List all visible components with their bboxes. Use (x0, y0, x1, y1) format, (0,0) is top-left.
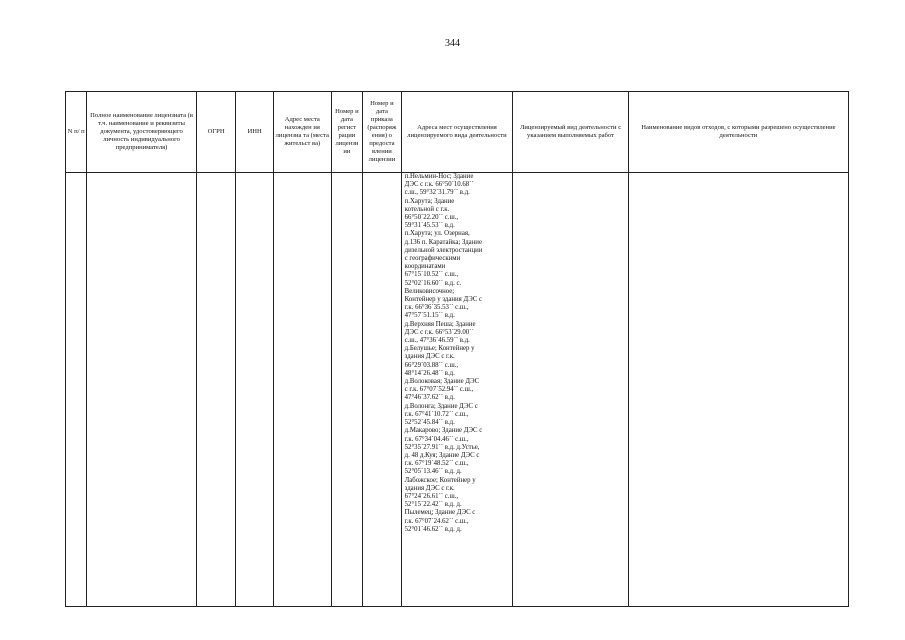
activity-addresses-text (402, 173, 513, 606)
cell-licensee-name (87, 173, 197, 607)
address-line: 52°52´45.84´´ в.д. (404, 419, 455, 427)
address-line: Лабожское; Контейнер у (404, 476, 476, 484)
col-header-number: N п/ п (66, 92, 87, 173)
address-line: Великовисочное; (404, 287, 455, 295)
address-line: д.Макарово; Здание ДЭС с (404, 427, 483, 435)
address-line: 52°35´27.91´´ в.д. д.Устье, (404, 443, 480, 451)
address-line: 52°05´13.46´´ в.д. д. (404, 468, 462, 476)
cell-order (363, 173, 402, 607)
cell-inn (236, 173, 274, 607)
address-line: дизельной электростанции (404, 246, 483, 254)
cell-licensee-address (273, 173, 331, 607)
address-line: ДЭС с г.к. 66°50´10.68´´ (404, 181, 474, 189)
address-line: 59°31´45.53´´ в.д. (404, 222, 455, 230)
address-line: п.Харута; Здание (404, 197, 455, 205)
address-line: 67°24´26.61´´ с.ш., (404, 492, 459, 500)
license-register-table (65, 91, 849, 607)
address-line: Контейнер у здания ДЭС с (404, 296, 483, 304)
address-line: котельной с г.к. (404, 205, 450, 213)
address-line: г.к. 67°41´10.72´´ с.ш., (404, 410, 469, 418)
cell-license-registration (331, 173, 362, 607)
address-line: 48°14´26.48´´ в.д. (404, 369, 455, 377)
address-line: д.Верхняя Пеша; Здание (404, 320, 476, 328)
address-line: д.Волоковая; Здание ДЭС (404, 378, 480, 386)
col-header-licensee-name: Полное наименование лицензиата (в т.ч. наименование и реквизиты документа, удостоверяющего личность индивидуального предпринимателя) (87, 92, 197, 173)
cell-waste-types (628, 173, 848, 607)
address-line: здания ДЭС с г.к. (404, 484, 455, 492)
page-number: 344 (445, 38, 460, 49)
address-line: д.Белушье; Контейнер у (404, 345, 475, 353)
address-line: с г.к. 67°07´52.94´´ с.ш., (404, 386, 474, 394)
address-line: с.ш., 59°32´31.79´´ в.д. (404, 189, 470, 197)
address-line: с.ш., 47°36´46.59´´ в.д. (404, 337, 470, 345)
address-line: г.к. 66°36´35.53´´ с.ш., (404, 304, 469, 312)
col-header-order: Номер и дата приказа (распоряж ения) о предоста влении лицензии (363, 92, 402, 173)
col-header-licensee-address: Адрес места нахожден ия лицензиа та (места жительст ва) (273, 92, 331, 173)
cell-ogrn (196, 173, 236, 607)
col-header-inn: ИНН (236, 92, 274, 173)
address-line: г.к. 67°34´04.46´´ с.ш., (404, 435, 469, 443)
address-line: здания ДЭС с г.к. (404, 353, 455, 361)
col-header-waste-types: Наименование видов отходов, с которыми разрешено осуществление деятельности (628, 92, 848, 173)
address-line: п.Харута; ул. Озерная, (404, 230, 470, 238)
address-line: координатами (404, 263, 446, 271)
col-header-activity-addresses: Адреса мест осуществления лицензируемого вида деятельности (401, 92, 513, 173)
address-line: Пылемец; Здание ДЭС с (404, 509, 476, 517)
address-line: ДЭС с г.к. 66°53´29.00´´ (404, 328, 474, 336)
address-line: 52°01´46.62´´ в.д. д. (404, 525, 462, 533)
address-line: с географическими (404, 255, 461, 263)
address-line: 66°50´22.20´´ с.ш., (404, 214, 459, 222)
address-line: п.Нельмин-Нос; Здание (404, 173, 474, 180)
address-line: 52°15´22.42´´ в.д. д. (404, 501, 462, 509)
address-line: г.к. 67°07´24.62´´ с.ш., (404, 517, 469, 525)
address-line: 52°02´16.60´´ в.д. с. (404, 279, 462, 287)
cell-number (66, 173, 87, 607)
header-row (66, 92, 849, 173)
cell-activity-addresses (401, 173, 513, 607)
col-header-ogrn: ОГРН (196, 92, 236, 173)
address-line: г.к. 67°19´48.52´´ с.ш., (404, 460, 469, 468)
col-header-license-registration: Номер и дата регист рации лицензи ии (331, 92, 362, 173)
address-line: д.136 п. Каратайка; Здание (404, 238, 482, 246)
table-row (66, 173, 849, 607)
address-line: 47°57´51.15´´ в.д. (404, 312, 455, 320)
address-line: 47°46´37.62´´ в.д. (404, 394, 455, 402)
address-line: 67°15´10.52´´ с.ш., (404, 271, 459, 279)
cell-licensed-activity (513, 173, 629, 607)
col-header-licensed-activity: Лицензируемый вид деятельности с указанием выполняемых работ (513, 92, 629, 173)
address-line: 66°29´03.88´´ с.ш., (404, 361, 459, 369)
address-line: д.Волонга; Здание ДЭС с (404, 402, 478, 410)
address-line: д. 48 д.Куя; Здание ДЭС с (404, 451, 480, 459)
